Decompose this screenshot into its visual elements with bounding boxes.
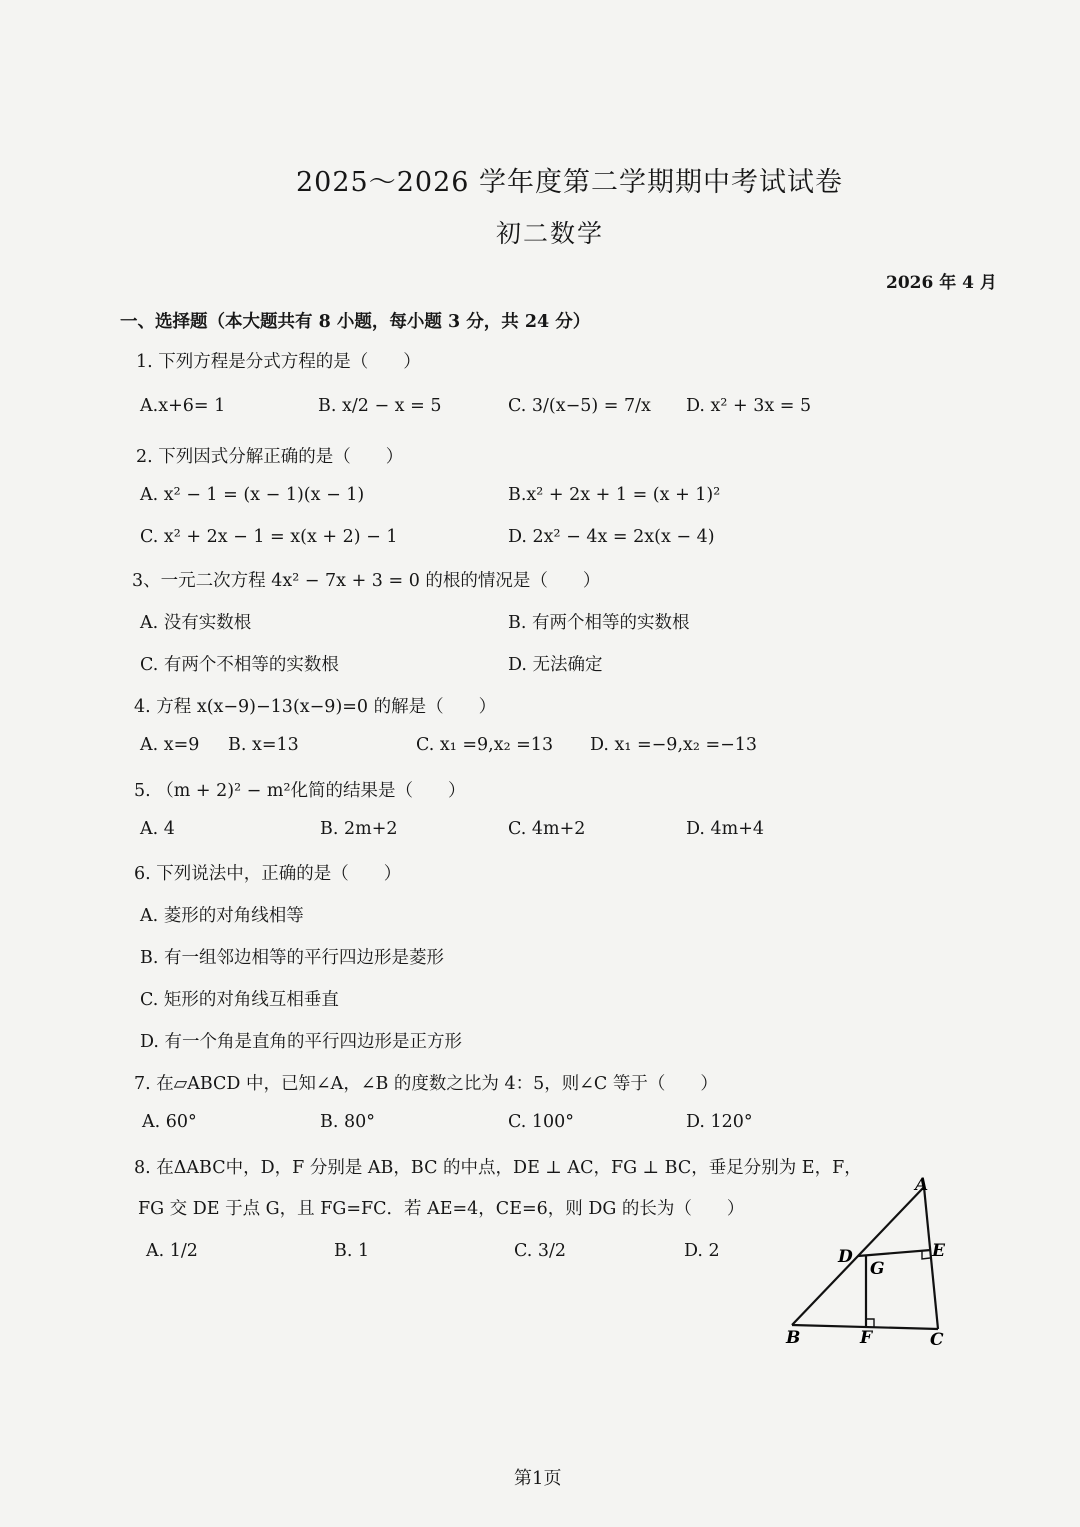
question-2-option-b: B.x² + 2x + 1 = (x + 1)² [508,485,721,505]
question-7-stem: 7. 在▱ABCD 中，已知∠A，∠B 的度数之比为 4：5，则∠C 等于（ ） [134,1074,718,1094]
triangle-figure [770,1170,970,1360]
question-5-option-c: C. 4m+2 [508,819,586,839]
question-1-option-b: B. x/2 − x = 5 [318,396,442,416]
label-g: G [870,1259,885,1279]
question-8-stem-line1: 8. 在ΔABC中，D，F 分别是 AB，BC 的中点，DE ⊥ AC，FG ⊥ BC，垂足分别为 E，F， [134,1158,862,1178]
label-e: E [932,1241,945,1261]
question-3-option-b: B. 有两个相等的实数根 [508,613,690,633]
question-5-stem: 5. （m + 2)² − m²化简的结果是（ ） [134,781,466,801]
question-2-option-d: D. 2x² − 4x = 2x(x − 4) [508,527,715,547]
question-6-option-a: A. 菱形的对角线相等 [140,906,304,926]
question-6-option-b: B. 有一组邻边相等的平行四边形是菱形 [140,948,444,968]
segment-de [858,1250,931,1256]
question-1-stem: 1. 下列方程是分式方程的是（ ） [136,352,421,372]
section-heading: 一、选择题（本大题共有 8 小题，每小题 3 分，共 24 分） [120,312,591,332]
label-d: D [838,1247,853,1267]
question-4-option-a: A. x=9 [140,735,200,755]
question-8-option-b: B. 1 [334,1241,370,1261]
question-3-option-d: D. 无法确定 [508,655,603,675]
question-4-option-c: C. x₁ =9,x₂ =13 [416,735,554,755]
question-4-option-b: B. x=13 [228,735,299,755]
right-angle-e [922,1251,930,1259]
page-number: 第1页 [514,1468,562,1489]
question-6-option-c: C. 矩形的对角线互相垂直 [140,990,339,1010]
question-8-stem-line2: FG 交 DE 于点 G，且 FG=FC．若 AE=4，CE=6，则 DG 的长为（ ） [138,1199,745,1219]
exam-date: 2026 年 4 月 [886,273,997,293]
question-3-option-c: C. 有两个不相等的实数根 [140,655,339,675]
label-b: B [786,1328,801,1348]
question-6-option-d: D. 有一个角是直角的平行四边形是正方形 [140,1032,463,1052]
question-5-option-d: D. 4m+4 [686,819,765,839]
question-3-option-a: A. 没有实数根 [140,613,252,633]
label-a: A [915,1175,929,1195]
label-c: C [930,1330,944,1350]
question-6-stem: 6. 下列说法中，正确的是（ ） [134,864,402,884]
question-7-option-c: C. 100° [508,1112,575,1132]
question-8-option-d: D. 2 [684,1241,720,1261]
exam-title: 2025～2026 学年度第二学期期中考试试卷 [296,167,844,198]
question-8-option-a: A. 1/2 [146,1241,198,1261]
question-7-option-d: D. 120° [686,1112,753,1132]
right-angle-f [866,1319,874,1327]
question-1-option-d: D. x² + 3x = 5 [686,396,812,416]
question-1-option-c: C. 3/(x−5) = 7/x [508,396,651,416]
question-4-option-d: D. x₁ =−9,x₂ =−13 [590,735,758,755]
question-7-option-b: B. 80° [320,1112,376,1132]
question-5-option-a: A. 4 [140,819,175,839]
label-f: F [860,1328,873,1348]
question-7-option-a: A. 60° [142,1112,197,1132]
question-2-option-a: A. x² − 1 = (x − 1)(x − 1) [140,485,365,505]
question-1-option-a: A.x+6= 1 [140,396,226,416]
exam-subject: 初二数学 [496,219,605,248]
question-2-option-c: C. x² + 2x − 1 = x(x + 2) − 1 [140,527,398,547]
question-8-option-c: C. 3/2 [514,1241,567,1261]
question-3-stem: 3、一元二次方程 4x² − 7x + 3 = 0 的根的情况是（ ） [132,571,601,591]
question-2-stem: 2. 下列因式分解正确的是（ ） [136,447,404,467]
question-5-option-b: B. 2m+2 [320,819,398,839]
question-4-stem: 4. 方程 x(x−9)−13(x−9)=0 的解是（ ） [134,697,497,717]
